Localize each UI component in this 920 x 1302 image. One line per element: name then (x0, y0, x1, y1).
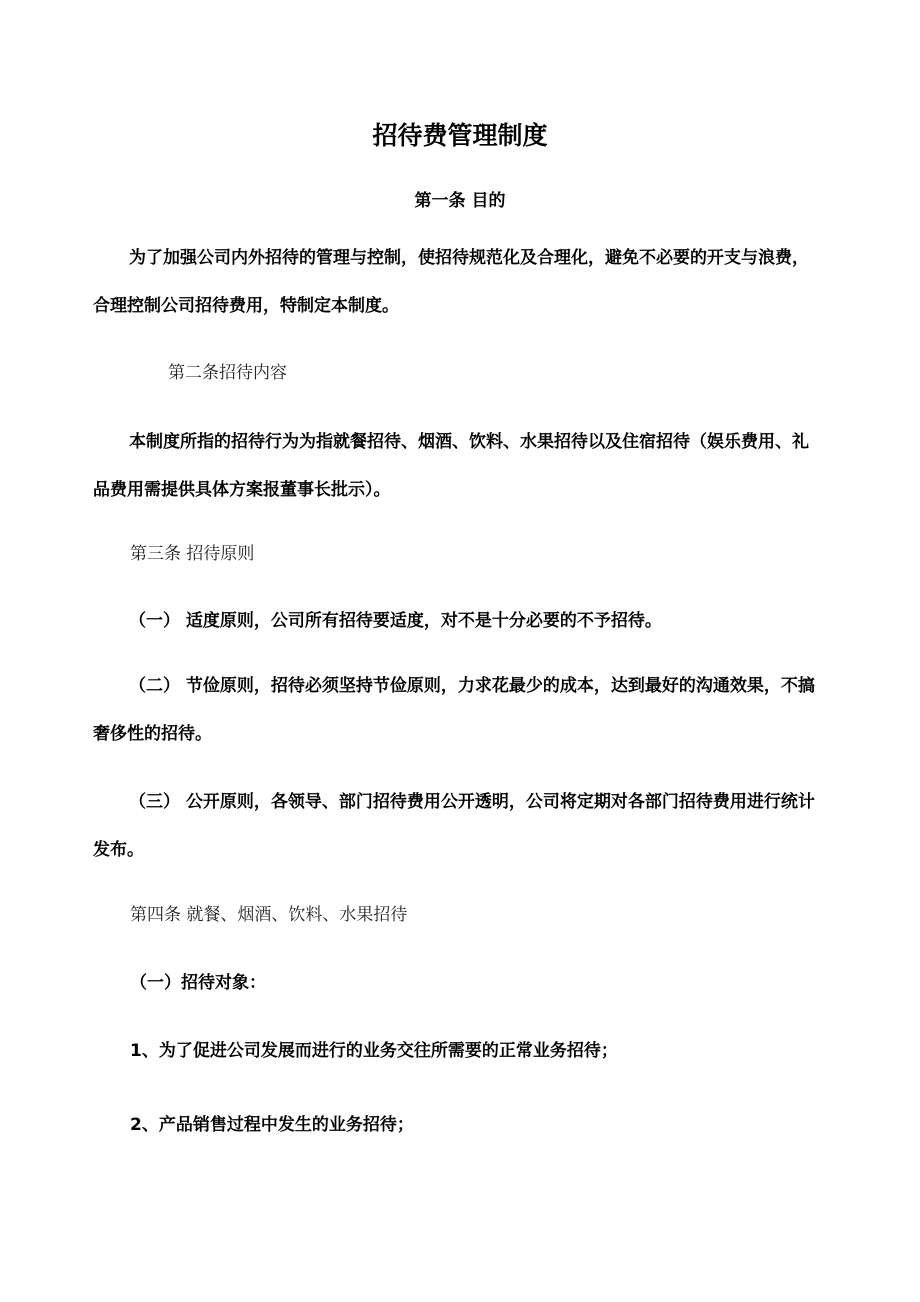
article4-heading: 第四条 就餐、烟酒、饮料、水果招待 (130, 905, 408, 925)
document-title: 招待费管理制度 (372, 121, 548, 150)
principle-2-text: 节俭原则，招待必须坚持节俭原则，力求花最少的成本，达到最好的沟通效果，不搞奢侈性的招待。 (93, 676, 815, 744)
principle-2 (93, 662, 823, 758)
article2-body: 本制度所指的招待行为为指就餐招待、烟酒、饮料、水果招待以及住宿招待（娱乐费用、礼品费用需提供具体方案报董事长批示）。 (93, 432, 809, 500)
principle-2-label: （二） (129, 676, 180, 696)
article2-heading: 第二条招待内容 (168, 363, 287, 383)
principle-1 (93, 597, 823, 645)
principle-1-label: （一） (129, 611, 180, 631)
article4-subheading: （一）招待对象： (130, 973, 266, 993)
article1-body: 为了加强公司内外招待的管理与控制，使招待规范化及合理化，避免不必要的开支与浪费，合理控制公司招待费用，特制定本制度。 (93, 248, 809, 316)
article4-item-2: 2、产品销售过程中发生的业务招待； (130, 1115, 414, 1135)
article4-item-1: 1、为了促进公司发展而进行的业务交往所需要的正常业务招待； (130, 1041, 618, 1061)
principle-1-text: 适度原则，公司所有招待要适度，对不是十分必要的不予招待。 (180, 611, 662, 631)
principle-3-text: 公开原则，各领导、部门招待费用公开透明，公司将定期对各部门招待费用进行统计发布。 (93, 792, 815, 860)
principle-3 (93, 778, 823, 874)
principle-3-label: （三） (129, 792, 180, 812)
article1-heading: 第一条 目的 (414, 191, 506, 211)
article3-heading: 第三条 招待原则 (130, 544, 255, 564)
